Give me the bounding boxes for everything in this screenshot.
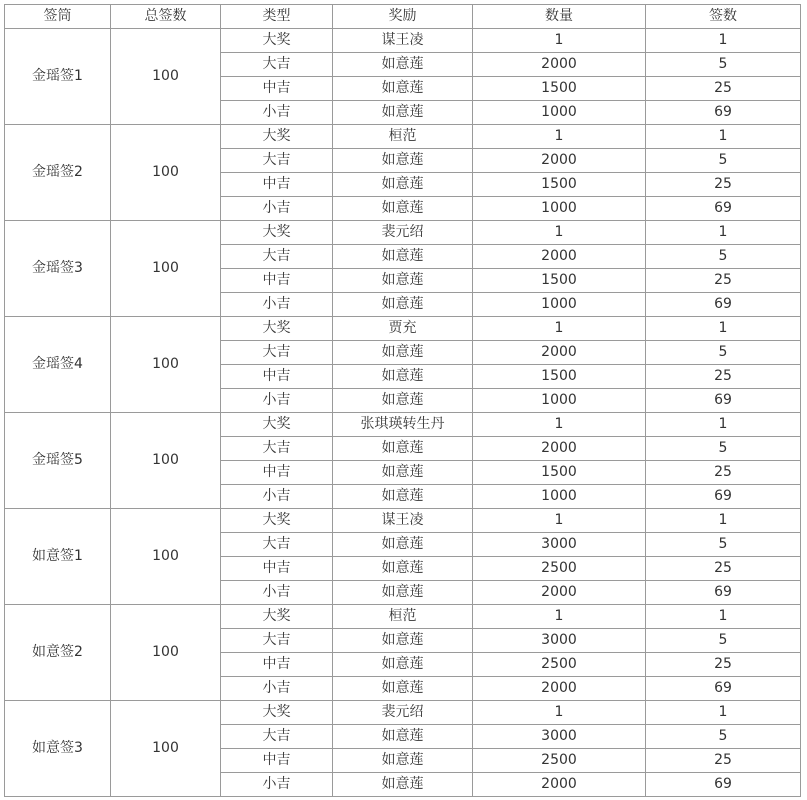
header-row [5, 5, 801, 29]
type-cell: 大吉 [221, 245, 333, 269]
quantity-cell: 3000 [473, 533, 646, 557]
total-lots-cell: 100 [111, 221, 221, 317]
lot-count-cell: 69 [646, 293, 801, 317]
lot-count-cell: 1 [646, 605, 801, 629]
type-cell: 大奖 [221, 221, 333, 245]
lot-count-cell: 1 [646, 509, 801, 533]
lot-count-cell: 69 [646, 677, 801, 701]
type-cell: 小吉 [221, 773, 333, 797]
lot-count-cell: 1 [646, 221, 801, 245]
lot-tube-name: 如意签3 [5, 701, 111, 797]
quantity-cell: 1 [473, 29, 646, 53]
type-cell: 中吉 [221, 173, 333, 197]
quantity-cell: 2000 [473, 437, 646, 461]
reward-cell: 如意莲 [333, 341, 473, 365]
quantity-cell: 1 [473, 317, 646, 341]
reward-cell: 如意莲 [333, 557, 473, 581]
table-row [5, 509, 801, 533]
reward-cell: 如意莲 [333, 773, 473, 797]
lot-count-cell: 69 [646, 197, 801, 221]
quantity-cell: 2500 [473, 557, 646, 581]
lot-count-cell: 1 [646, 125, 801, 149]
reward-cell: 如意莲 [333, 197, 473, 221]
quantity-cell: 3000 [473, 629, 646, 653]
reward-cell: 如意莲 [333, 101, 473, 125]
reward-cell: 如意莲 [333, 533, 473, 557]
quantity-cell: 1 [473, 125, 646, 149]
type-cell: 中吉 [221, 557, 333, 581]
type-cell: 大吉 [221, 341, 333, 365]
quantity-cell: 1500 [473, 77, 646, 101]
quantity-cell: 2000 [473, 341, 646, 365]
type-cell: 大奖 [221, 509, 333, 533]
quantity-cell: 1500 [473, 173, 646, 197]
reward-cell: 如意莲 [333, 677, 473, 701]
quantity-cell: 1 [473, 701, 646, 725]
lot-tube-name: 如意签2 [5, 605, 111, 701]
type-cell: 大吉 [221, 437, 333, 461]
lot-count-cell: 5 [646, 149, 801, 173]
header-lot-count: 签数 [646, 5, 801, 29]
reward-cell: 裴元绍 [333, 701, 473, 725]
type-cell: 大奖 [221, 29, 333, 53]
type-cell: 中吉 [221, 365, 333, 389]
reward-cell: 张琪瑛转生丹 [333, 413, 473, 437]
quantity-cell: 1500 [473, 269, 646, 293]
lot-count-cell: 5 [646, 533, 801, 557]
reward-cell: 如意莲 [333, 629, 473, 653]
total-lots-cell: 100 [111, 701, 221, 797]
total-lots-cell: 100 [111, 317, 221, 413]
reward-cell: 贾充 [333, 317, 473, 341]
reward-cell: 如意莲 [333, 173, 473, 197]
type-cell: 中吉 [221, 269, 333, 293]
total-lots-cell: 100 [111, 509, 221, 605]
table-row [5, 701, 801, 725]
lot-count-cell: 25 [646, 365, 801, 389]
type-cell: 大奖 [221, 317, 333, 341]
table-row [5, 317, 801, 341]
lot-count-cell: 1 [646, 317, 801, 341]
reward-cell: 如意莲 [333, 437, 473, 461]
lot-count-cell: 25 [646, 749, 801, 773]
table-row [5, 605, 801, 629]
lot-count-cell: 69 [646, 773, 801, 797]
lot-count-cell: 5 [646, 341, 801, 365]
quantity-cell: 2000 [473, 581, 646, 605]
lot-count-cell: 25 [646, 653, 801, 677]
reward-cell: 如意莲 [333, 53, 473, 77]
lot-count-cell: 69 [646, 389, 801, 413]
quantity-cell: 1000 [473, 293, 646, 317]
header-quantity: 数量 [473, 5, 646, 29]
lot-count-cell: 69 [646, 101, 801, 125]
quantity-cell: 2000 [473, 677, 646, 701]
quantity-cell: 3000 [473, 725, 646, 749]
table-row [5, 125, 801, 149]
reward-cell: 如意莲 [333, 461, 473, 485]
reward-cell: 桓范 [333, 125, 473, 149]
type-cell: 大吉 [221, 629, 333, 653]
lot-tube-name: 如意签1 [5, 509, 111, 605]
reward-cell: 如意莲 [333, 269, 473, 293]
type-cell: 小吉 [221, 485, 333, 509]
lot-count-cell: 5 [646, 725, 801, 749]
lot-count-cell: 5 [646, 245, 801, 269]
quantity-cell: 1 [473, 221, 646, 245]
lot-count-cell: 1 [646, 413, 801, 437]
reward-cell: 裴元绍 [333, 221, 473, 245]
quantity-cell: 2000 [473, 773, 646, 797]
type-cell: 大奖 [221, 701, 333, 725]
lot-count-cell: 1 [646, 29, 801, 53]
type-cell: 小吉 [221, 389, 333, 413]
reward-cell: 如意莲 [333, 149, 473, 173]
reward-cell: 谋王凌 [333, 509, 473, 533]
type-cell: 大吉 [221, 725, 333, 749]
quantity-cell: 1500 [473, 365, 646, 389]
lot-count-cell: 25 [646, 557, 801, 581]
lot-count-cell: 69 [646, 581, 801, 605]
header-reward: 奖励 [333, 5, 473, 29]
total-lots-cell: 100 [111, 605, 221, 701]
quantity-cell: 1000 [473, 101, 646, 125]
reward-cell: 如意莲 [333, 365, 473, 389]
reward-cell: 如意莲 [333, 293, 473, 317]
type-cell: 中吉 [221, 653, 333, 677]
quantity-cell: 1500 [473, 461, 646, 485]
reward-cell: 如意莲 [333, 725, 473, 749]
quantity-cell: 2500 [473, 749, 646, 773]
lot-count-cell: 69 [646, 485, 801, 509]
total-lots-cell: 100 [111, 413, 221, 509]
lot-tube-name: 金瑶签4 [5, 317, 111, 413]
lot-count-cell: 25 [646, 173, 801, 197]
quantity-cell: 1 [473, 413, 646, 437]
total-lots-cell: 100 [111, 125, 221, 221]
type-cell: 小吉 [221, 293, 333, 317]
type-cell: 小吉 [221, 101, 333, 125]
type-cell: 中吉 [221, 77, 333, 101]
quantity-cell: 2000 [473, 53, 646, 77]
type-cell: 大吉 [221, 53, 333, 77]
lot-count-cell: 25 [646, 269, 801, 293]
header-lot-tube: 签筒 [5, 5, 111, 29]
type-cell: 大奖 [221, 125, 333, 149]
table-body [5, 29, 801, 797]
table-row [5, 29, 801, 53]
lot-count-cell: 5 [646, 437, 801, 461]
table-row [5, 413, 801, 437]
lot-count-cell: 5 [646, 53, 801, 77]
total-lots-cell: 100 [111, 29, 221, 125]
prize-table [4, 4, 801, 797]
type-cell: 大吉 [221, 533, 333, 557]
reward-cell: 如意莲 [333, 389, 473, 413]
type-cell: 中吉 [221, 461, 333, 485]
type-cell: 大吉 [221, 149, 333, 173]
type-cell: 中吉 [221, 749, 333, 773]
reward-cell: 桓范 [333, 605, 473, 629]
quantity-cell: 1000 [473, 197, 646, 221]
header-type: 类型 [221, 5, 333, 29]
reward-cell: 谋王凌 [333, 29, 473, 53]
quantity-cell: 1000 [473, 485, 646, 509]
header-total-lots: 总签数 [111, 5, 221, 29]
type-cell: 大奖 [221, 605, 333, 629]
lot-tube-name: 金瑶签2 [5, 125, 111, 221]
prize-table-container [4, 4, 801, 797]
reward-cell: 如意莲 [333, 245, 473, 269]
type-cell: 小吉 [221, 197, 333, 221]
lot-count-cell: 25 [646, 77, 801, 101]
quantity-cell: 1000 [473, 389, 646, 413]
lot-count-cell: 25 [646, 461, 801, 485]
lot-count-cell: 1 [646, 701, 801, 725]
lot-count-cell: 5 [646, 629, 801, 653]
type-cell: 小吉 [221, 581, 333, 605]
type-cell: 小吉 [221, 677, 333, 701]
reward-cell: 如意莲 [333, 581, 473, 605]
table-row [5, 221, 801, 245]
reward-cell: 如意莲 [333, 749, 473, 773]
lot-tube-name: 金瑶签5 [5, 413, 111, 509]
type-cell: 大奖 [221, 413, 333, 437]
quantity-cell: 2000 [473, 245, 646, 269]
lot-tube-name: 金瑶签3 [5, 221, 111, 317]
reward-cell: 如意莲 [333, 653, 473, 677]
quantity-cell: 2000 [473, 149, 646, 173]
reward-cell: 如意莲 [333, 77, 473, 101]
quantity-cell: 2500 [473, 653, 646, 677]
quantity-cell: 1 [473, 605, 646, 629]
quantity-cell: 1 [473, 509, 646, 533]
lot-tube-name: 金瑶签1 [5, 29, 111, 125]
reward-cell: 如意莲 [333, 485, 473, 509]
